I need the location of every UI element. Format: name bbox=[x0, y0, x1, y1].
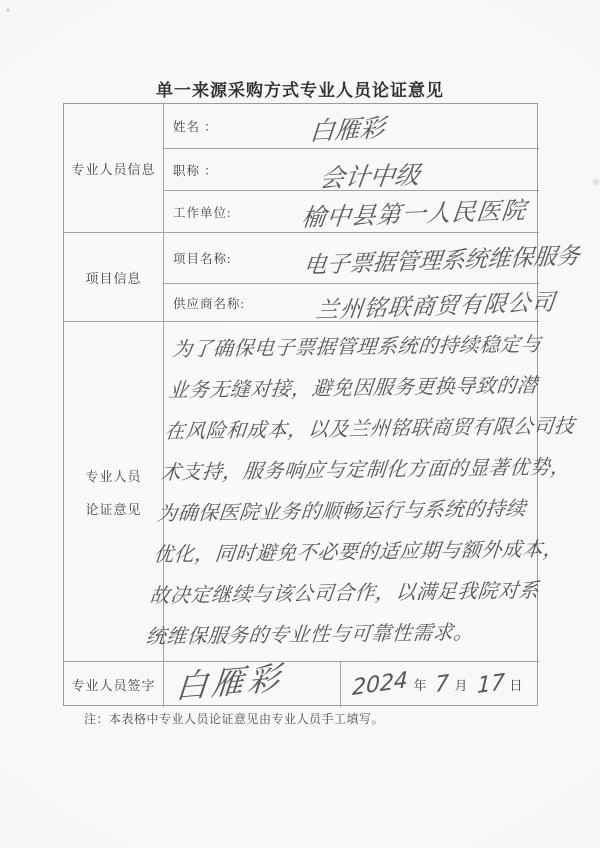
date-month-handwritten: 7 bbox=[435, 670, 450, 699]
opinion-line: 为了确保电子票据管理系统的持续稳定与 bbox=[171, 331, 543, 362]
opinion-line: 术支持，服务响应与定制化方面的显著优势， bbox=[159, 454, 573, 485]
supplier-name-label: 供应商名称: bbox=[173, 296, 245, 311]
row-supplier-name bbox=[164, 284, 557, 325]
section-label-project-info bbox=[64, 233, 164, 322]
document-title: 单一来源采购方式专业人员论证意见 bbox=[156, 81, 444, 100]
signature-handwritten: 白雁彩 bbox=[174, 658, 286, 707]
name-label: 姓名 ： bbox=[173, 120, 218, 134]
date-year-handwritten: 2024 bbox=[352, 667, 409, 702]
row-project-name bbox=[164, 233, 581, 284]
work-unit-label: 工作单位: bbox=[173, 205, 232, 220]
project-name-label: 项目名称: bbox=[173, 252, 232, 266]
section-label-signature bbox=[64, 662, 164, 707]
section-label-opinion-line2: 论证意见 bbox=[85, 501, 142, 517]
title-handwritten-value: 会计中级 bbox=[318, 160, 422, 194]
section-label-project-info-text: 项目信息 bbox=[85, 270, 142, 286]
section-label-personnel-info bbox=[64, 104, 164, 233]
work-unit-handwritten-value: 榆中县第一人民医院 bbox=[300, 196, 529, 233]
date-day-handwritten: 17 bbox=[476, 669, 505, 700]
section-label-signature-text: 专业人员签字 bbox=[71, 678, 156, 693]
footnote: 注：本表格中专业人员论证意见由专业人员手工填写。 bbox=[84, 712, 385, 726]
supplier-name-handwritten-value: 兰州铭联商贸有限公司 bbox=[314, 289, 557, 325]
date-cell bbox=[341, 662, 539, 707]
title-label: 职称 ： bbox=[173, 163, 218, 178]
date-day-unit: 日 bbox=[509, 678, 523, 693]
opinion-line: 为确保医院业务的顺畅运行与系统的持续 bbox=[156, 496, 528, 526]
signature-cell bbox=[164, 658, 341, 707]
project-name-handwritten-value: 电子票据管理系统维保服务 bbox=[302, 243, 581, 280]
opinion-line: 故决定继续与该公司合作，以满足我院对系 bbox=[148, 577, 541, 608]
section-label-opinion-line1: 专业人员 bbox=[85, 468, 142, 484]
row-title bbox=[164, 149, 539, 194]
section-label-personnel-info-text: 专业人员信息 bbox=[71, 161, 156, 177]
opinion-line: 业务无缝对接，避免因服务更换导致的潜 bbox=[167, 372, 539, 403]
opinion-handwritten-text bbox=[144, 323, 584, 657]
opinion-form-table bbox=[63, 103, 581, 707]
opinion-line: 优化，同时避免不必要的适应期与额外成本， bbox=[152, 536, 565, 567]
opinion-line: 在风险和成本，以及兰州铭联商贸有限公司技 bbox=[163, 413, 576, 444]
opinion-line: 统维保服务的专业性与可靠性需求。 bbox=[144, 619, 476, 649]
name-handwritten-value: 白雁彩 bbox=[308, 112, 387, 147]
date-month-unit: 月 bbox=[454, 678, 468, 693]
date-year-unit: 年 bbox=[413, 678, 427, 693]
row-name bbox=[164, 104, 539, 149]
row-work-unit bbox=[164, 191, 539, 233]
opinion-cell bbox=[144, 322, 576, 662]
